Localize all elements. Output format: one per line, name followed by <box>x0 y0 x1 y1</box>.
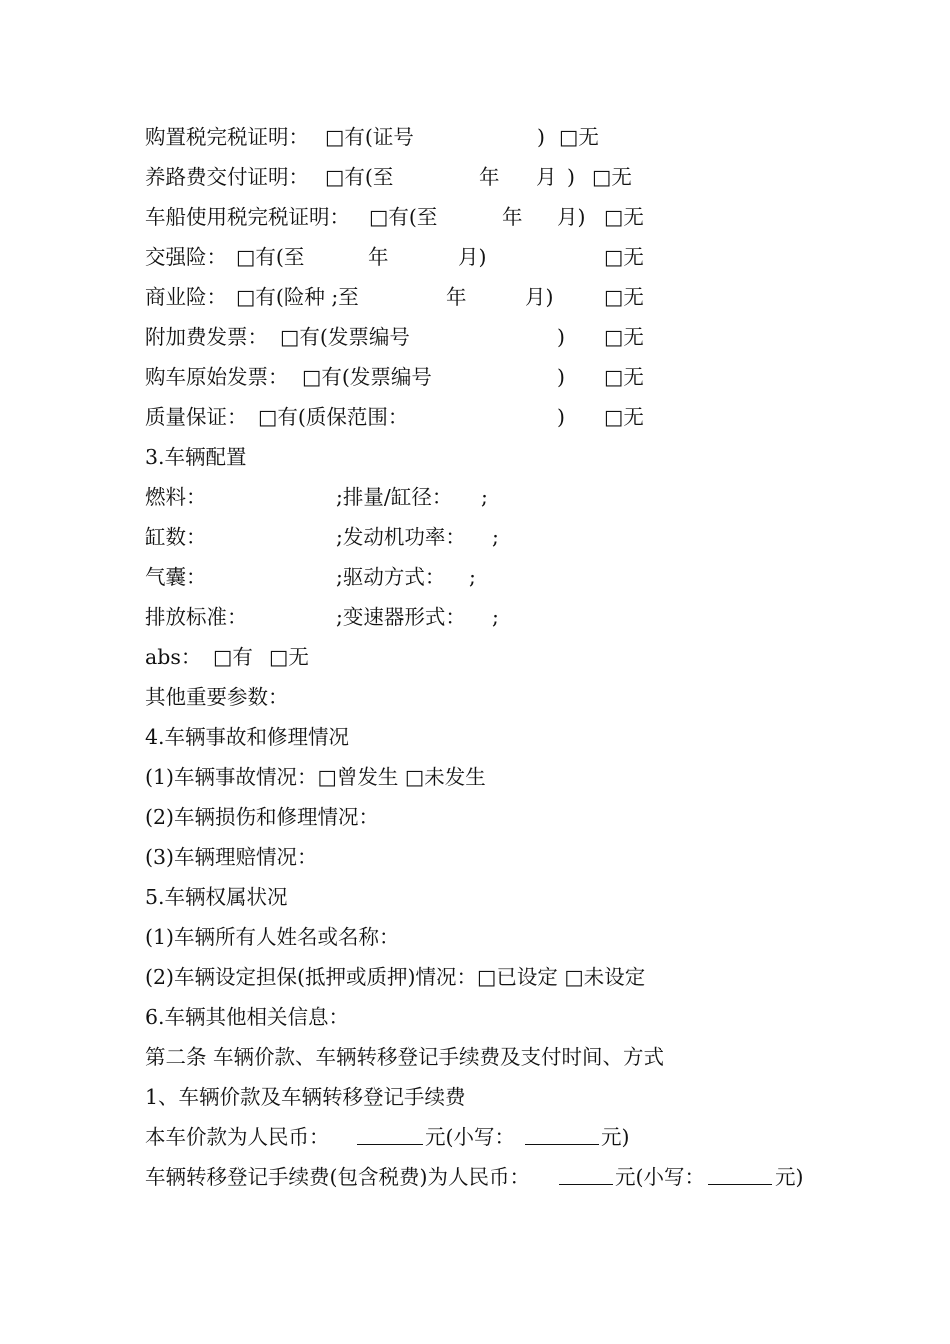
field-label: (3)车辆理赔情况： <box>145 845 318 869</box>
field-end: ; <box>481 485 488 509</box>
field-label: 燃料： <box>145 485 207 509</box>
field-label: 缸数： <box>145 525 207 549</box>
unit-text: 元(小写： <box>615 1165 705 1189</box>
line-label: 购车原始发票： <box>145 365 289 389</box>
option-yes[interactable]: □有(证号 <box>325 125 414 149</box>
option-yes[interactable]: □有(质保范围： <box>258 405 409 429</box>
year-label: 年 <box>446 285 467 309</box>
option-no[interactable]: □无 <box>604 405 644 429</box>
month-label: 月) <box>525 285 554 309</box>
option-yes[interactable]: □有 <box>213 645 253 669</box>
unit-text: 元) <box>601 1125 630 1149</box>
month-label: 月 <box>536 165 557 189</box>
option-no[interactable]: □无 <box>269 645 309 669</box>
month-label: 月) <box>458 245 487 269</box>
line-label: 车船使用税完税证明： <box>145 205 350 229</box>
option-no[interactable]: □无 <box>604 245 644 269</box>
unit-text: 元) <box>775 1165 804 1189</box>
option-yes[interactable]: □有(发票编号 <box>280 325 410 349</box>
fee-lowercase-blank[interactable] <box>708 1162 772 1185</box>
field-label: ;变速器形式： <box>336 605 466 629</box>
section-title: 5.车辆权属状况 <box>145 885 288 909</box>
field-label: 其他重要参数： <box>145 685 289 709</box>
paren-close: ) <box>537 125 545 149</box>
unit-text: 元(小写： <box>425 1125 515 1149</box>
option-yes[interactable]: □有(至 <box>369 205 438 229</box>
field-label: abs： <box>145 645 202 669</box>
line-label: 购置税完税证明： <box>145 125 309 149</box>
option-yes[interactable]: □有(发票编号 <box>302 365 432 389</box>
section-title: 4.车辆事故和修理情况 <box>145 725 350 749</box>
field-label: (1)车辆所有人姓名或名称： <box>145 925 400 949</box>
article-title: 第二条 车辆价款、车辆转移登记手续费及支付时间、方式 <box>145 1045 665 1069</box>
option-no[interactable]: □无 <box>604 365 644 389</box>
line-label: 养路费交付证明： <box>145 165 309 189</box>
paren-close: ) <box>557 405 565 429</box>
month-label: 月) <box>557 205 586 229</box>
field-label: ;排量/缸径： <box>336 485 453 509</box>
option-no[interactable]: □无 <box>559 125 599 149</box>
section-title: 6.车辆其他相关信息： <box>145 1005 350 1029</box>
field-label: 排放标准： <box>145 605 248 629</box>
field-text: (1)车辆事故情况：□曾发生 □未发生 <box>145 765 486 789</box>
option-no[interactable]: □无 <box>604 325 644 349</box>
field-label: 车辆转移登记手续费(包含税费)为人民币： <box>145 1165 530 1189</box>
field-text: (2)车辆设定担保(抵押或质押)情况：□已设定 □未设定 <box>145 965 646 989</box>
field-end: ; <box>492 525 499 549</box>
year-label: 年 <box>479 165 500 189</box>
line-label: 附加费发票： <box>145 325 268 349</box>
field-label: ;发动机功率： <box>336 525 466 549</box>
line-label: 质量保证： <box>145 405 248 429</box>
option-yes[interactable]: □有(至 <box>325 165 394 189</box>
paren-close: ) <box>557 365 565 389</box>
year-label: 年 <box>502 205 523 229</box>
option-no[interactable]: □无 <box>592 165 632 189</box>
field-end: ; <box>492 605 499 629</box>
field-label: ;驱动方式： <box>336 565 446 589</box>
line-label: 交强险： <box>145 245 227 269</box>
option-yes[interactable]: □有(险种 ;至 <box>236 285 359 309</box>
option-no[interactable]: □无 <box>604 285 644 309</box>
price-lowercase-blank[interactable] <box>525 1122 599 1145</box>
paren-close: ) <box>567 165 575 189</box>
paren-close: ) <box>557 325 565 349</box>
field-label: 本车价款为人民币： <box>145 1125 330 1149</box>
price-blank[interactable] <box>357 1122 423 1145</box>
option-no[interactable]: □无 <box>604 205 644 229</box>
year-label: 年 <box>368 245 389 269</box>
option-yes[interactable]: □有(至 <box>236 245 305 269</box>
fee-blank[interactable] <box>559 1162 613 1185</box>
section-title: 3.车辆配置 <box>145 445 247 469</box>
line-label: 商业险： <box>145 285 227 309</box>
field-end: ; <box>469 565 476 589</box>
field-label: (2)车辆损伤和修理情况： <box>145 805 380 829</box>
subsection-title: 1、车辆价款及车辆转移登记手续费 <box>145 1085 466 1109</box>
field-label: 气囊： <box>145 565 207 589</box>
